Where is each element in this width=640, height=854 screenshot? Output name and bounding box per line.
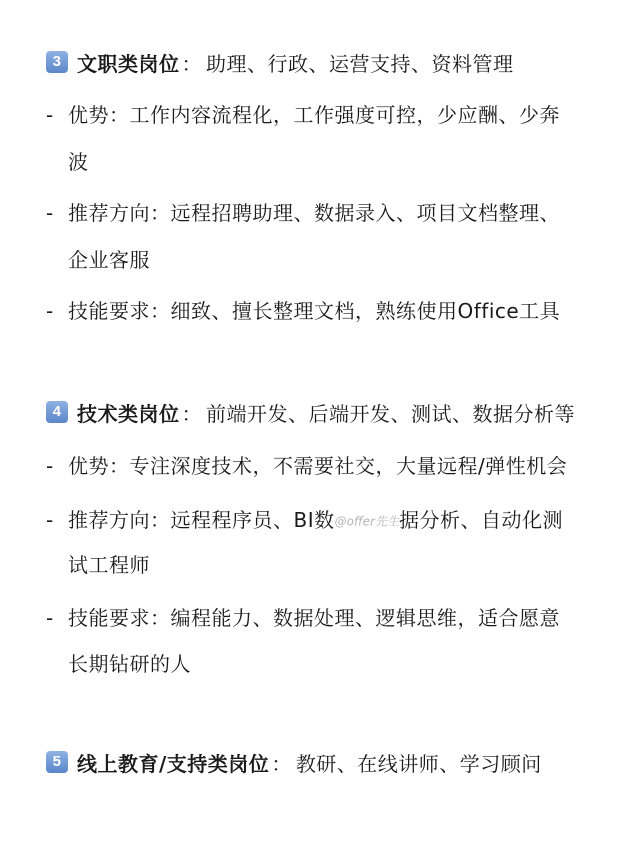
bullet-text: 优势：工作内容流程化，工作强度可控，少应酬、少奔	[68, 103, 560, 127]
bullet-continuation: 长期钻研的人	[68, 652, 191, 676]
heading-colon: ：	[181, 401, 202, 426]
bullet-advantage	[46, 100, 560, 130]
bullet-continuation: 波	[68, 150, 89, 174]
bullet-direction	[46, 505, 563, 535]
bullet-dash: -	[46, 201, 54, 225]
bullet-direction	[46, 198, 560, 228]
bullet-skills	[46, 296, 560, 326]
bullet-advantage	[46, 451, 567, 481]
section-roles: 教研、在线讲师、学习顾问	[295, 751, 542, 776]
bullet-text: 推荐方向：远程程序员、BI数	[68, 508, 335, 532]
bullet-text: 优势：专注深度技术，不需要社交，大量远程/弹性机会	[68, 454, 568, 478]
section-heading-4	[46, 397, 575, 427]
bullet-skills	[46, 603, 560, 633]
section-title: 技术类岗位	[77, 401, 180, 426]
section-title: 文职类岗位	[77, 51, 180, 76]
bullet-dash: -	[46, 299, 54, 323]
bullet-text: 据分析、自动化测	[398, 508, 563, 532]
section-roles: 前端开发、后端开发、测试、数据分析等	[206, 401, 575, 426]
bullet-dash: -	[46, 103, 54, 127]
bullet-continuation: 企业客服	[68, 248, 150, 272]
bullet-dash: -	[46, 606, 54, 630]
heading-colon: ：	[181, 51, 202, 76]
section-roles: 助理、行政、运营支持、资料管理	[206, 51, 514, 76]
number-4-badge-icon: 4	[46, 401, 68, 423]
watermark-text: @offer先生	[334, 514, 399, 529]
number-3-badge-icon: 3	[46, 51, 68, 73]
heading-colon: ：	[271, 751, 292, 776]
section-heading-3	[46, 47, 514, 77]
section-title: 线上教育/支持类岗位	[77, 751, 270, 776]
bullet-text: 推荐方向：远程招聘助理、数据录入、项目文档整理、	[68, 201, 560, 225]
bullet-continuation: 试工程师	[68, 553, 150, 577]
number-5-badge-icon: 5	[46, 751, 68, 773]
bullet-dash: -	[46, 508, 54, 532]
bullet-text: 技能要求：编程能力、数据处理、逻辑思维，适合愿意	[68, 606, 560, 630]
section-heading-5	[46, 747, 542, 777]
bullet-dash: -	[46, 454, 54, 478]
bullet-text: 技能要求：细致、擅长整理文档，熟练使用Office工具	[68, 299, 561, 323]
